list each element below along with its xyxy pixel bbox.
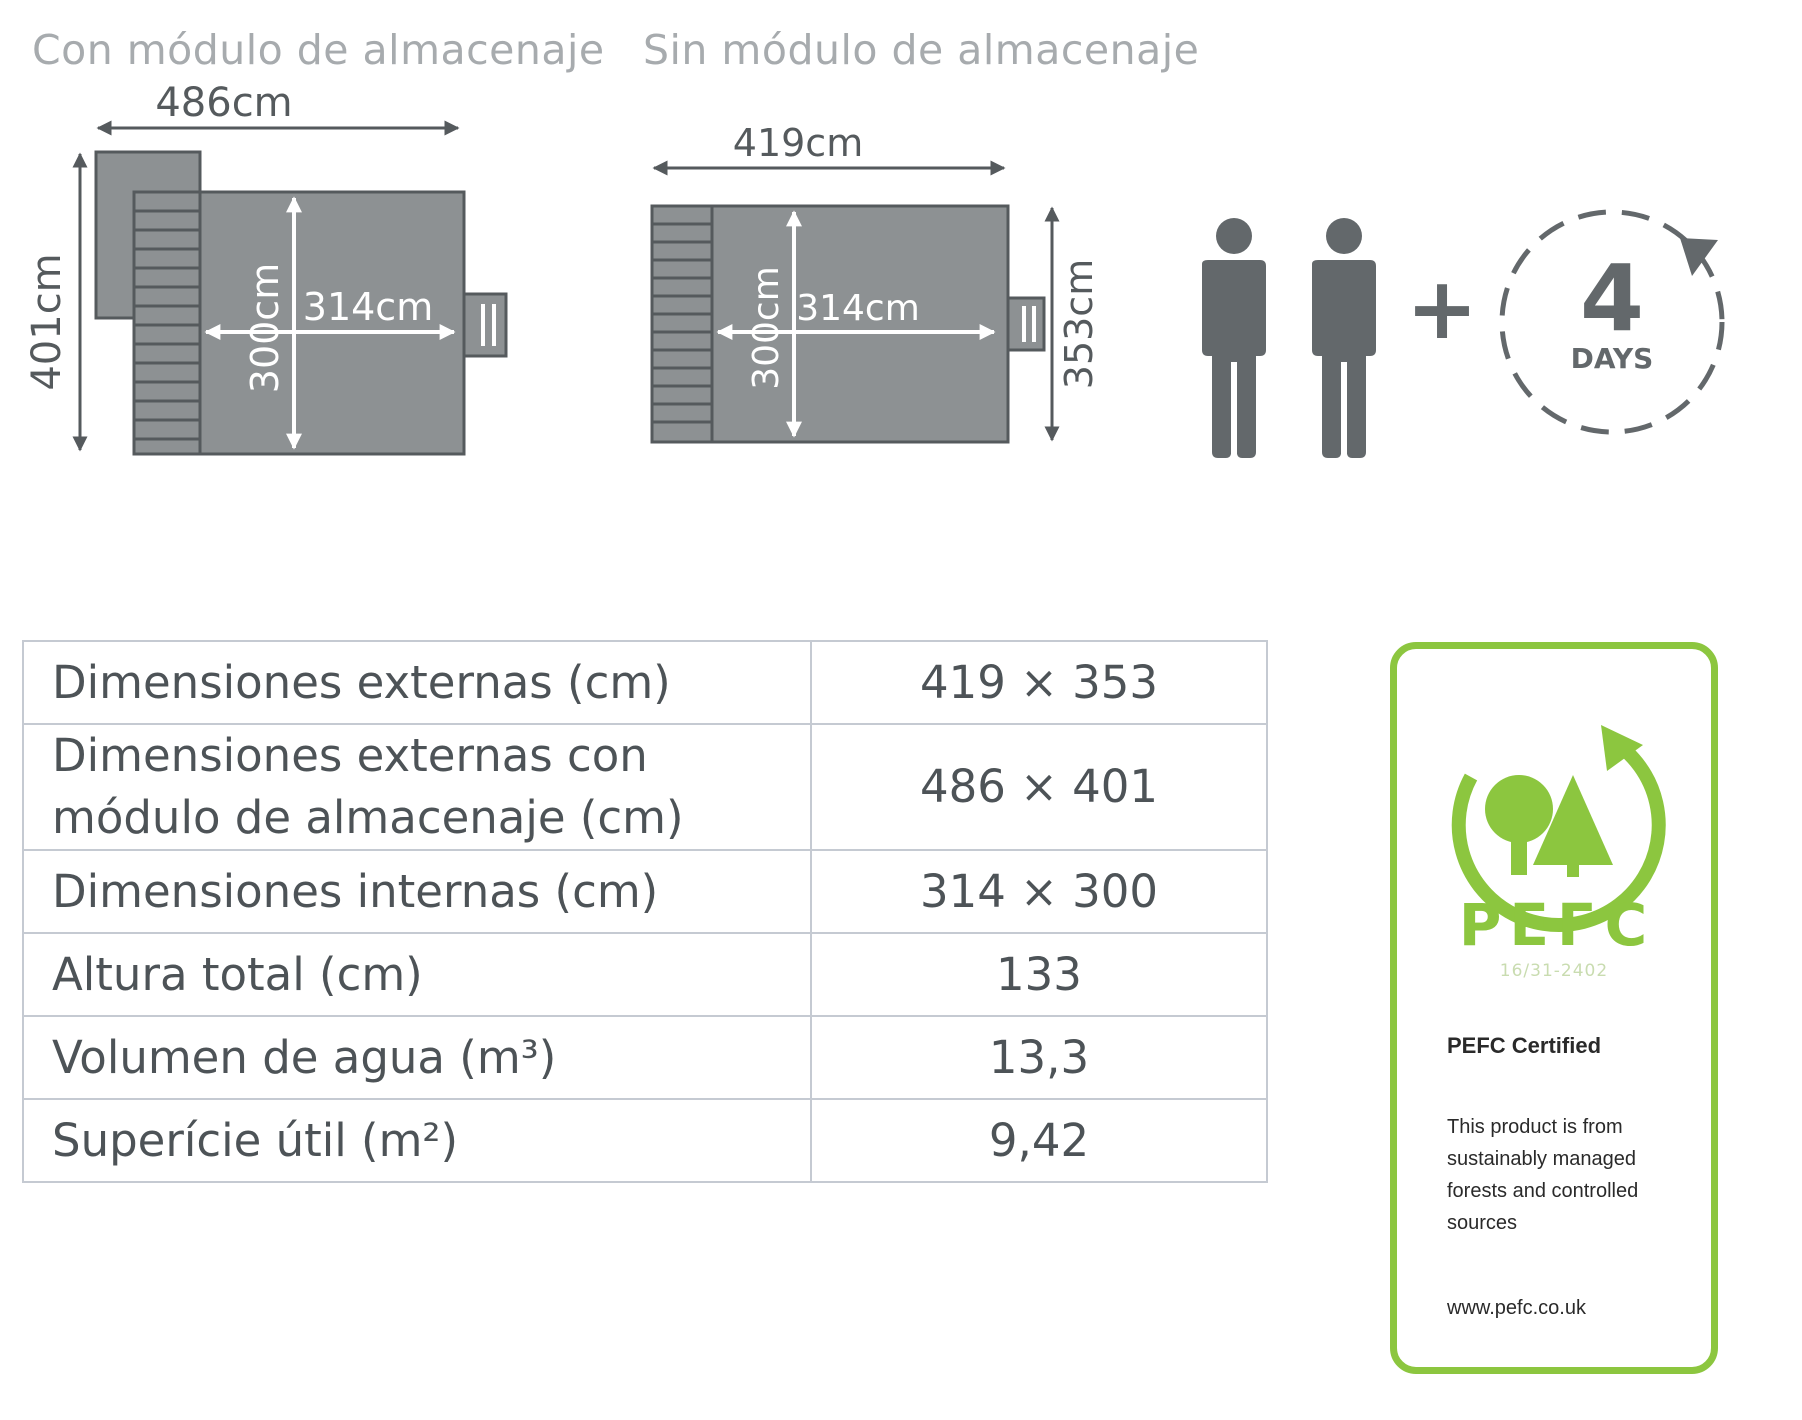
spec-value: 486 × 401 (811, 724, 1267, 850)
inner-width-label: 314cm (796, 288, 920, 329)
table-row (23, 724, 1267, 850)
spec-value: 314 × 300 (811, 850, 1267, 933)
person-icon (1202, 218, 1266, 458)
table-row (23, 1016, 1267, 1099)
spec-value: 419 × 353 (811, 641, 1267, 724)
spec-label-line: módulo de almacenaje (cm) (52, 791, 684, 844)
spec-value: 13,3 (811, 1016, 1267, 1099)
person-icon (1312, 218, 1376, 458)
table-row (23, 933, 1267, 1016)
pefc-certified-text: PEFC Certified (1447, 1033, 1602, 1058)
table-row (23, 641, 1267, 724)
height-label: 353cm (1057, 258, 1101, 390)
pefc-certification-label (1390, 642, 1718, 1374)
inner-width-label: 314cm (302, 285, 434, 329)
pefc-description: This product is from sustainably managed forests and controlled sources (1447, 1116, 1639, 1234)
spec-label: Dimensiones externas (cm) (23, 641, 811, 724)
diagram-title-with-storage: Con módulo de almacenaje (32, 26, 605, 74)
diagram-title-without-storage: Sin módulo de almacenaje (643, 26, 1200, 74)
days-label: DAYS (1570, 342, 1654, 375)
inner-depth-label: 300cm (746, 266, 787, 390)
specifications-table (22, 640, 1268, 1183)
spec-label: Dimensiones internas (cm) (23, 850, 811, 933)
spec-value: 9,42 (811, 1099, 1267, 1182)
spec-value: 133 (811, 933, 1267, 1016)
spec-label: Superície útil (m²) (23, 1099, 811, 1182)
table-row (23, 1099, 1267, 1182)
spec-label: Altura total (cm) (23, 933, 811, 1016)
assembly-info (1180, 190, 1740, 460)
refresh-arrow-icon (1680, 238, 1718, 276)
width-label: 486cm (155, 80, 293, 126)
days-number: 4 (1579, 245, 1645, 352)
pefc-url: www.pefc.co.uk (1447, 1297, 1586, 1319)
table-row (23, 850, 1267, 933)
pool-plan-with-storage (0, 80, 560, 560)
spec-label: Volumen de agua (m³) (23, 1016, 811, 1099)
width-label: 419cm (732, 121, 864, 165)
plus-sign: + (1405, 259, 1479, 359)
pefc-logo-icon (1437, 719, 1677, 959)
inner-depth-label: 300cm (243, 262, 287, 394)
spec-label (23, 724, 811, 850)
spec-label-line: Dimensiones externas con (52, 729, 648, 782)
pool-plan-without-storage (640, 120, 1110, 520)
pefc-brand: PEFC (1458, 891, 1656, 959)
height-label: 401cm (24, 253, 70, 391)
pefc-code: 16/31-2402 (1499, 961, 1609, 981)
